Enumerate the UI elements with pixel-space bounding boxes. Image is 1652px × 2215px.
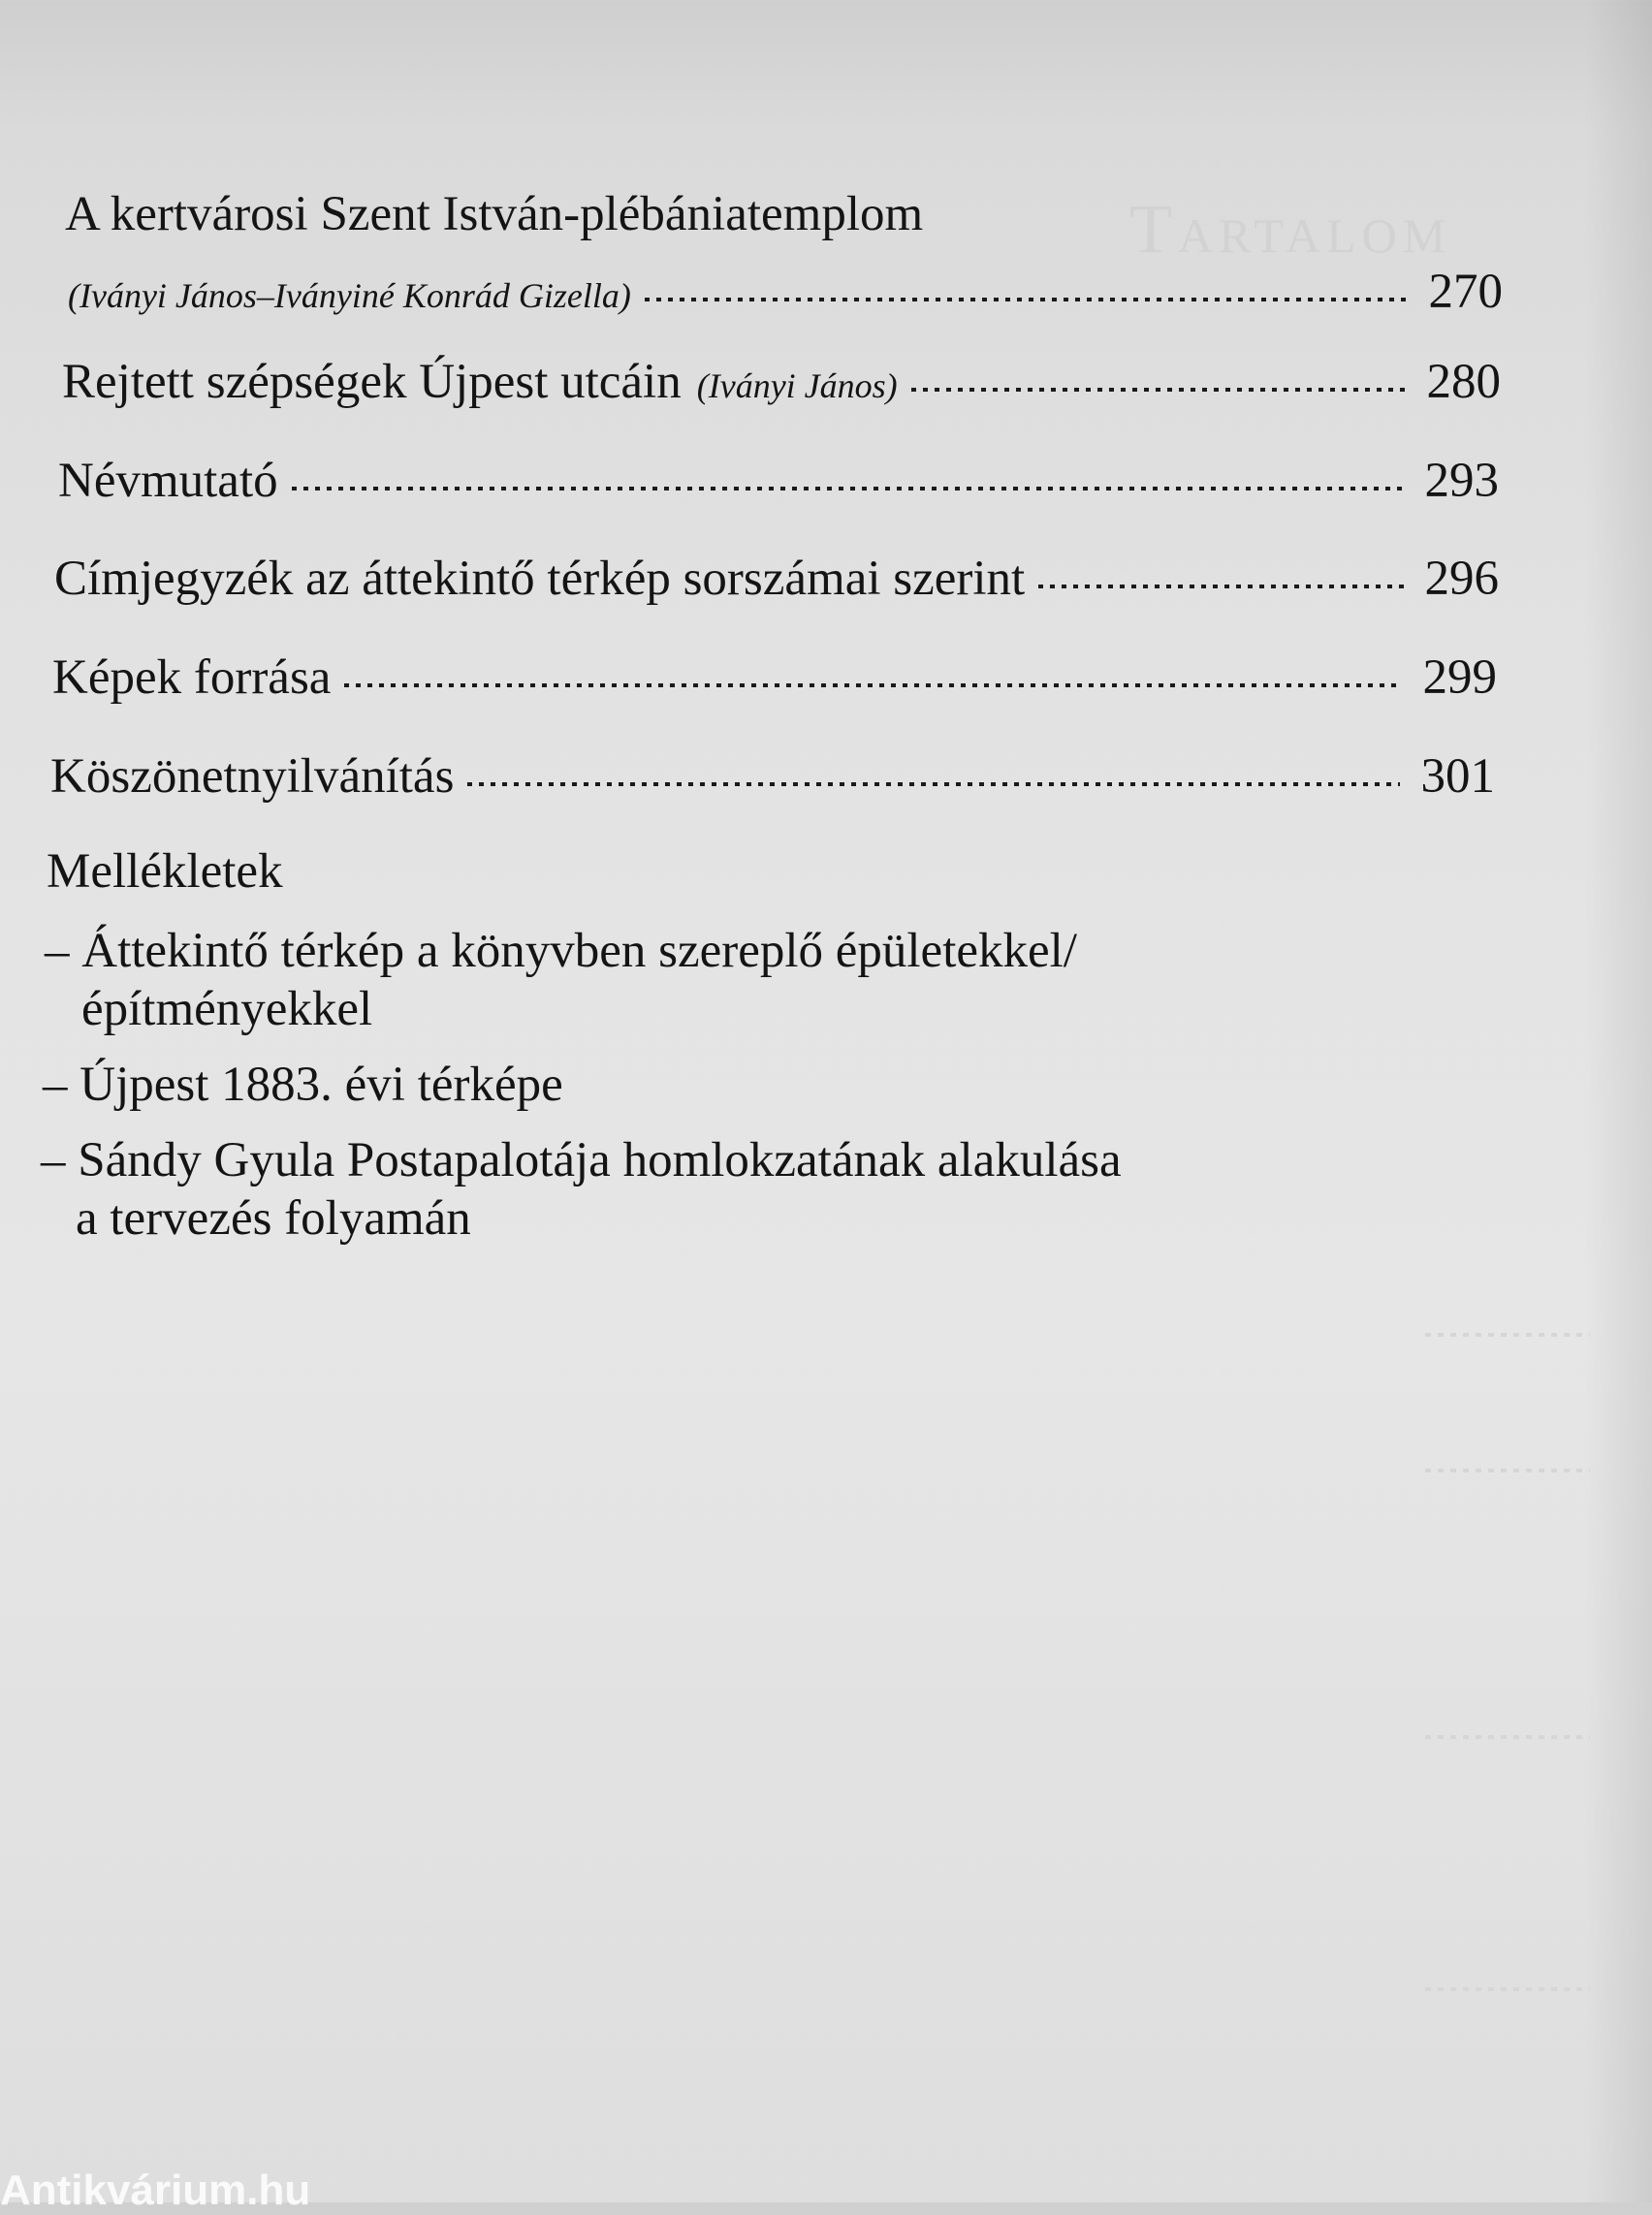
toc-entry-page: 293 (1424, 454, 1499, 508)
show-through-leader (1425, 1735, 1590, 1739)
toc-entry-title: Névmutató (58, 454, 278, 508)
toc-entry (68, 264, 1503, 320)
toc-entry-author: (Iványi János–Iványiné Konrád Gizella) (68, 276, 631, 315)
toc-entry-page: 299 (1422, 650, 1497, 705)
show-through-heading: Tartalom (1129, 190, 1452, 268)
toc-entry-page: 270 (1428, 265, 1503, 319)
toc-entry (58, 453, 1499, 509)
watermark-text: Antikvárium.hu (0, 2167, 311, 2214)
toc-entry-page: 280 (1426, 355, 1501, 409)
toc-entry-page: 296 (1424, 552, 1499, 606)
dot-leader (467, 782, 1399, 786)
appendix-heading: Mellékletek (47, 844, 283, 899)
toc-entry (62, 354, 1501, 410)
dot-leader (1038, 585, 1403, 588)
appendix-item: – Újpest 1883. évi térképe (43, 1058, 563, 1112)
toc-entry-title: Rejtett szépségek Újpest utcáin (62, 355, 682, 409)
toc-entry (52, 649, 1497, 706)
toc-entry-title: Köszönetnyilvánítás (50, 749, 455, 804)
dot-leader (911, 388, 1406, 392)
appendix-item-continuation: építményekkel (81, 982, 373, 1036)
appendix-item: – Sándy Gyula Postapalotája homlokzatának alakulása (41, 1133, 1122, 1187)
toc-entry (50, 748, 1495, 805)
show-through-leader (1425, 1469, 1590, 1472)
dot-leader (292, 487, 1404, 490)
page-edge-shadow (1584, 0, 1652, 2202)
show-through-leader (1425, 1333, 1590, 1337)
appendix-item: – Áttekintő térkép a könyvben szereplő épületekkel/ (45, 924, 1077, 978)
toc-entry-author: (Iványi János) (696, 366, 898, 405)
toc-entry-title: Címjegyzék az áttekintő térkép sorszámai szerint (54, 552, 1026, 606)
toc-entry (54, 551, 1499, 607)
dot-leader (344, 683, 1401, 687)
toc-entry-page: 301 (1420, 749, 1495, 804)
toc-entry-title: A kertvárosi Szent István-plébániatemplom (65, 187, 924, 241)
appendix-item-continuation: a tervezés folyamán (76, 1191, 471, 1246)
show-through-leader (1425, 1987, 1590, 1991)
dot-leader (645, 298, 1408, 301)
toc-entry-title: Képek forrása (52, 650, 332, 705)
